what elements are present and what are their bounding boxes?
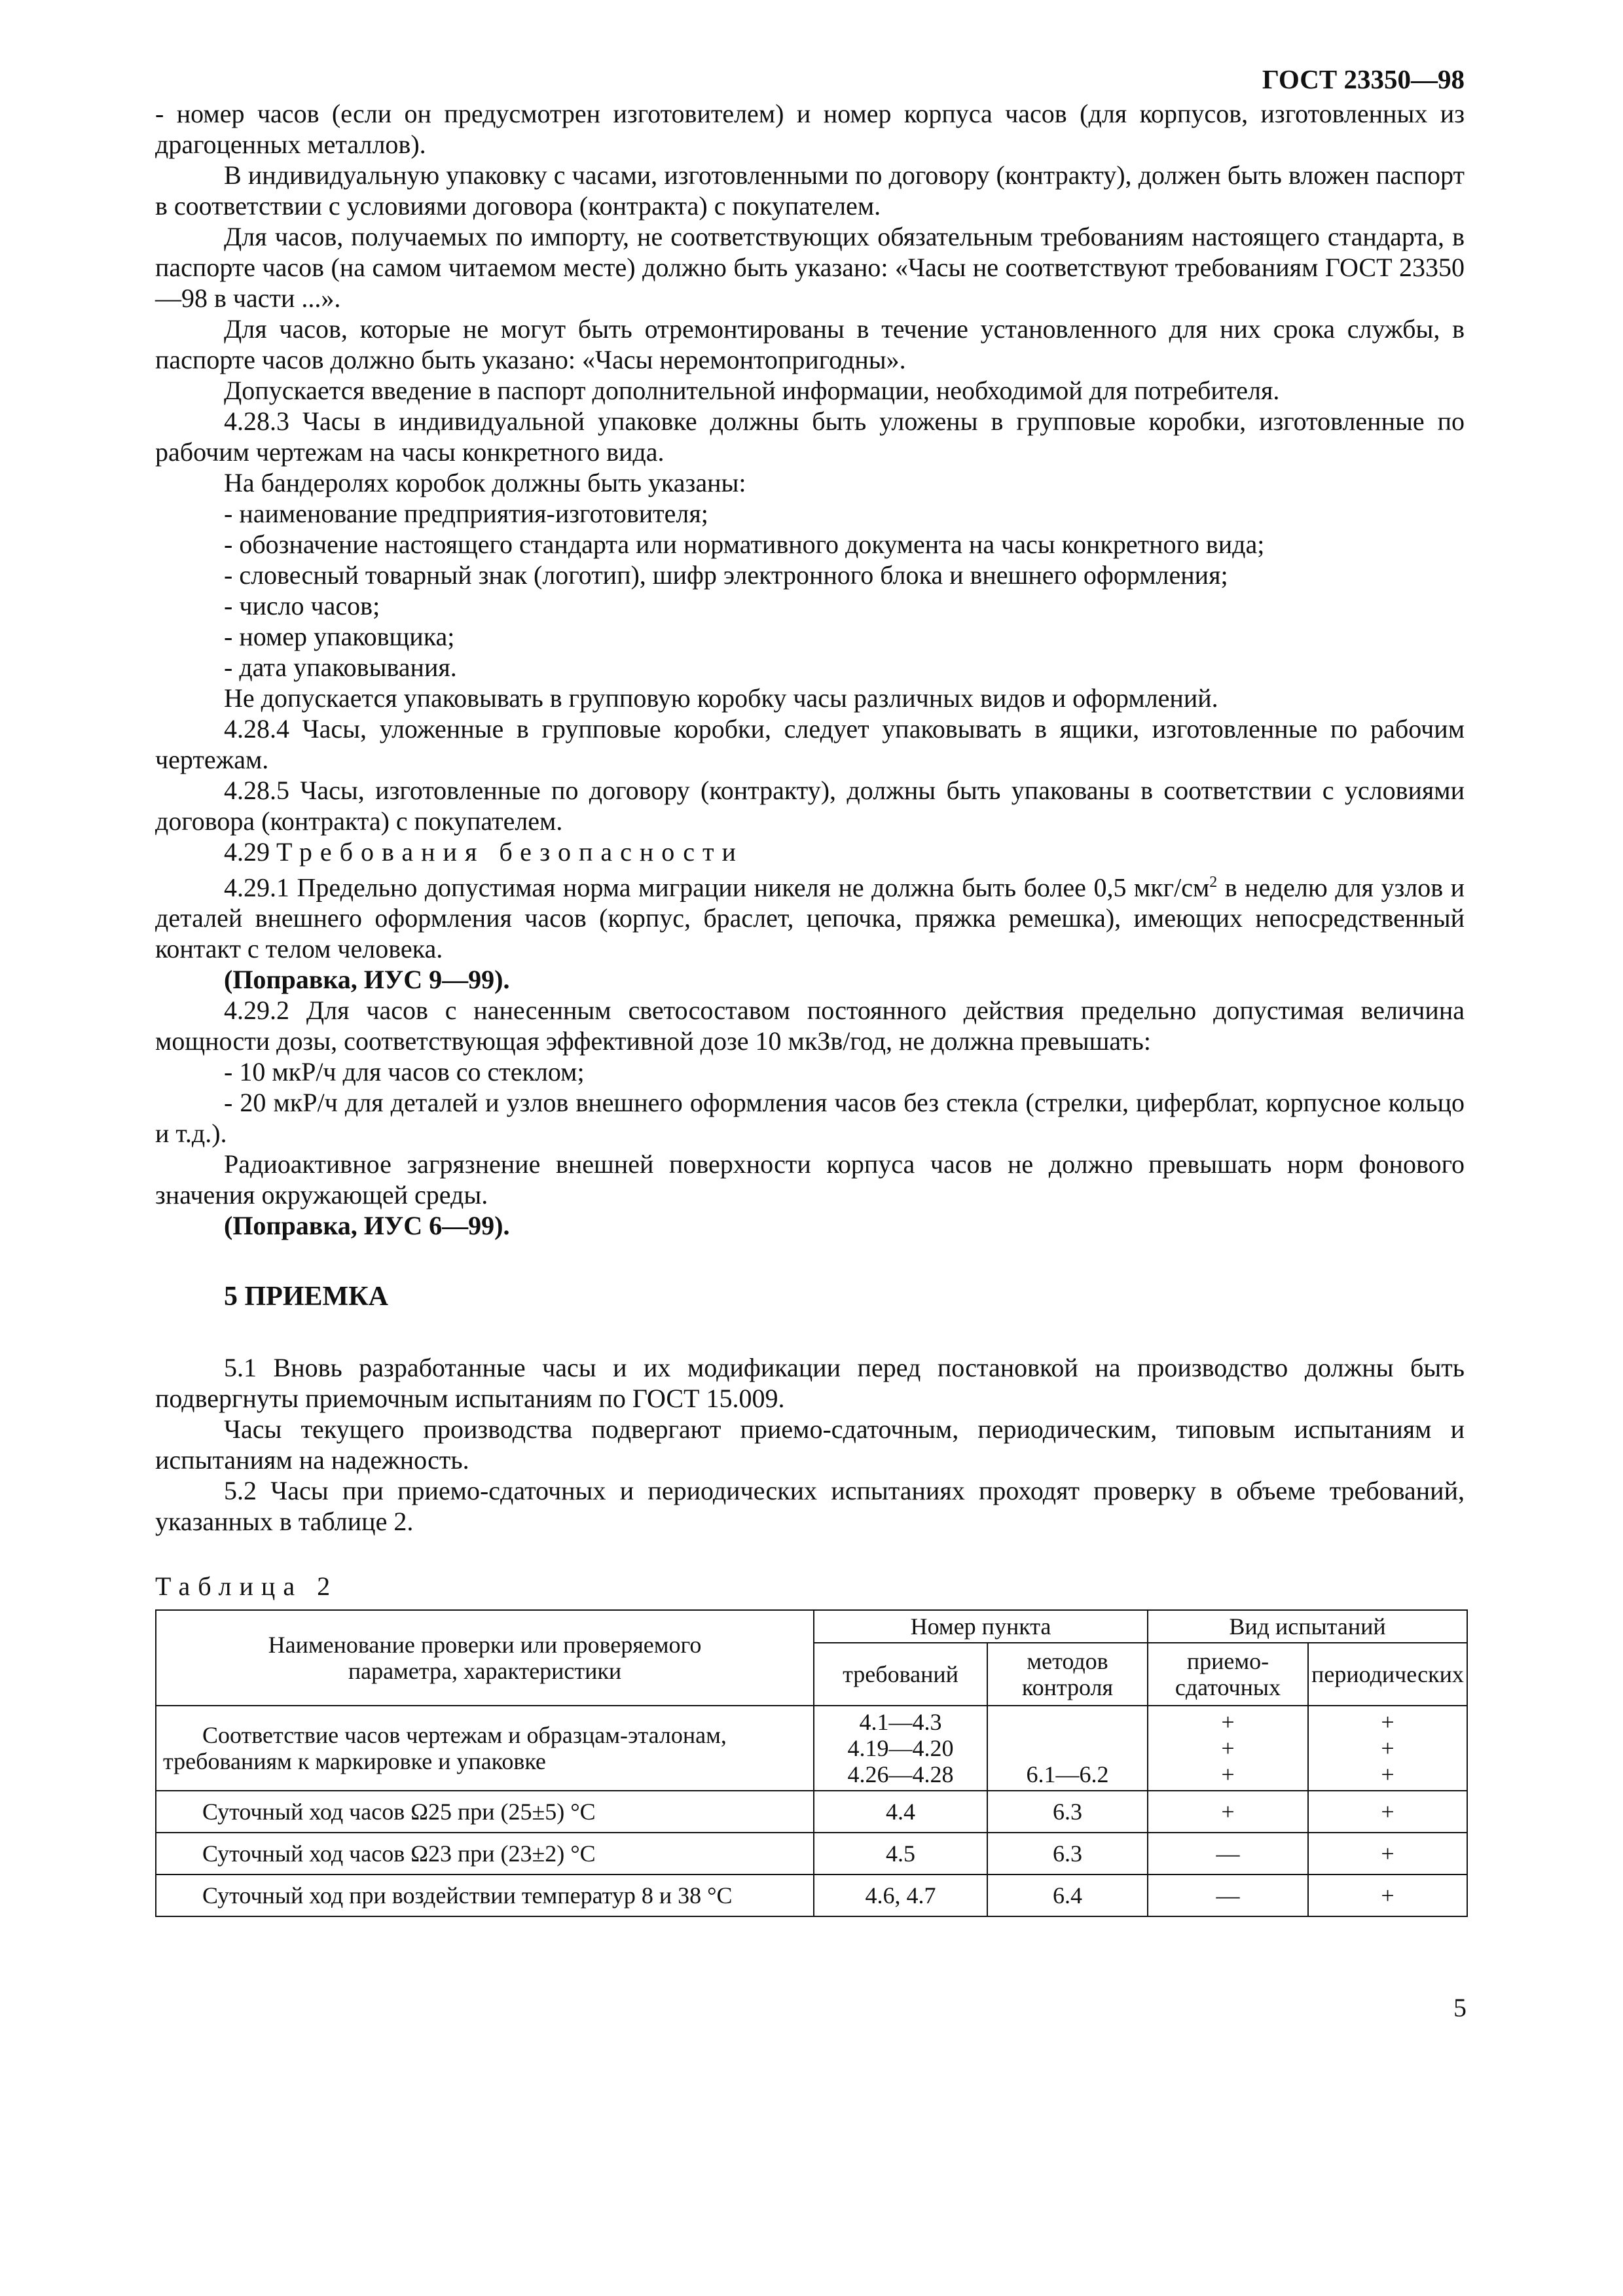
cell-per: +: [1308, 1833, 1467, 1874]
superscript: 2: [1209, 874, 1218, 891]
list-item: - дата упаковывания.: [224, 653, 457, 682]
table-caption: Таблица 2: [155, 1571, 338, 1602]
table-row: [156, 1874, 1467, 1916]
cell-acc: [1148, 1706, 1308, 1791]
list-item: - словесный товарный знак (логотип), шифр электронного блока и внешнего оформления;: [224, 560, 1228, 590]
paragraph: Радиоактивное загрязнение внешней поверхности корпуса часов не должно превышать норм фонового значения окружающей среды.: [155, 1149, 1465, 1210]
cell-name: [156, 1874, 814, 1916]
paragraph: В индивидуальную упаковку с часами, изготовленными по договору (контракту), должен быть вложен паспорт в соответствии с условиями договора (контракта) с покупателем.: [155, 160, 1465, 221]
page-number: 5: [1453, 1993, 1467, 2022]
clause-4-29-1: [155, 867, 1465, 964]
cell-meth: 6.3: [987, 1833, 1148, 1874]
cell-per: +: [1308, 1874, 1467, 1916]
list-item: - наименование предприятия-изготовителя;: [224, 499, 708, 528]
cell-text: Соответствие часов чертежам и образцам-эталонам, требованиям к маркировке и упаковке: [163, 1722, 727, 1775]
clause-4-28-4: 4.28.4 Часы, уложенные в групповые коробки, следует упаковывать в ящики, изготовленные по рабочим чертежам.: [155, 714, 1465, 774]
cell-text: +: [1381, 1761, 1395, 1788]
clause-text: 4.29.1 Предельно допустимая норма миграции никеля не должна быть более 0,5 мкг/см: [224, 872, 1210, 903]
document-page: [155, 63, 1465, 1917]
cell-name: [156, 1833, 814, 1874]
header-item-no: Номер пункта: [814, 1610, 1148, 1643]
cell-text: +: [1221, 1761, 1235, 1788]
header-methods: методов контроля: [987, 1643, 1148, 1706]
paragraph: Часы текущего производства подвергают приемо-сдаточным, периодическим, типовым испытаниям и испытаниям на надежность.: [155, 1414, 1465, 1475]
clause-number: 4.29: [224, 837, 270, 867]
cell-req: 4.5: [814, 1833, 987, 1874]
cell-meth: 6.4: [987, 1874, 1148, 1916]
cell-req: 4.4: [814, 1791, 987, 1833]
cell-name: [156, 1706, 814, 1791]
paragraph: Для часов, которые не могут быть отремонтированы в течение установленного для них срока службы, в паспорте часов должно быть указано: «Часы неремонтопригодны».: [155, 314, 1465, 374]
clause-4-29-2: 4.29.2 Для часов с нанесенным светосоставом постоянного действия предельно допустимая величина мощности дозы, соответствующая эффективной дозе 10 мкЗв/год, не должна превышать:: [155, 996, 1465, 1056]
cell-acc: —: [1148, 1874, 1308, 1916]
paragraph: Для часов, получаемых по импорту, не соответствующих обязательным требованиям настоящего стандарта, в паспорте часов (на самом читаемом месте) должно быть указано: «Часы не соответствуют требованиям ГОСТ 23350—98 в части ...».: [155, 222, 1465, 313]
clause-5-2: 5.2 Часы при приемо-сдаточных и периодических испытаниях проходят проверку в объеме требований, указанных в таблице 2.: [155, 1476, 1465, 1537]
cell-text: +: [1221, 1735, 1235, 1762]
header-name: Наименование проверки или проверяемого параметра, характеристики: [156, 1610, 814, 1706]
clause-5-1: 5.1 Вновь разработанные часы и их модификации перед постановкой на производство должны быть подвергнуты приемочным испытаниям по ГОСТ 15.009.: [155, 1353, 1465, 1414]
table-row: [156, 1833, 1467, 1874]
cell-acc: —: [1148, 1833, 1308, 1874]
amendment-note: (Поправка, ИУС 6—99).: [224, 1211, 510, 1241]
clause-4-28-3: 4.28.3 Часы в индивидуальной упаковке должны быть уложены в групповые коробки, изготовленные по рабочим чертежам на часы конкретного вида.: [155, 406, 1465, 467]
cell-text: Суточный ход часов Ω25 при (25±5) °С: [202, 1799, 596, 1825]
paragraph: Не допускается упаковывать в групповую коробку часы различных видов и оформлений.: [224, 683, 1218, 713]
paragraph: - номер часов (если он предусмотрен изготовителем) и номер корпуса часов (для корпусов, изготовленных из драгоценных металлов).: [155, 99, 1465, 159]
cell-meth: 6.3: [987, 1791, 1148, 1833]
header-acceptance: приемо-сдаточных: [1148, 1643, 1308, 1706]
amendment-note: (Поправка, ИУС 9—99).: [224, 965, 510, 995]
list-item: - номер упаковщика;: [224, 622, 455, 651]
paragraph: Допускается введение в паспорт дополнительной информации, необходимой для потребителя.: [224, 376, 1280, 405]
cell-text: 6.1—6.2: [1026, 1761, 1109, 1788]
cell-per: +: [1308, 1791, 1467, 1833]
table-header-row: [156, 1610, 1467, 1643]
cell-req: 4.6, 4.7: [814, 1874, 987, 1916]
cell-text: 4.26—4.28: [847, 1761, 954, 1788]
list-item: - 20 мкР/ч для деталей и узлов внешнего оформления часов без стекла (стрелки, циферблат, корпусное кольцо и т.д.).: [155, 1088, 1465, 1149]
list-item: - обозначение настоящего стандарта или нормативного документа на часы конкретного вида;: [224, 529, 1265, 559]
list-item: - 10 мкР/ч для часов со стеклом;: [224, 1057, 585, 1087]
document-body: [155, 98, 1465, 1537]
table-2: [155, 1609, 1468, 1917]
clause-text: в неделю для узлов и деталей внешнего оформления часов (корпус, браслет, цепочка, пряжка ремешка), имеющих непосредственный контакт с телом человека.: [155, 872, 1465, 964]
cell-text: 4.19—4.20: [847, 1735, 954, 1762]
clause-4-29-heading: [155, 836, 1465, 867]
section-heading: 5 ПРИЕМКА: [224, 1282, 388, 1312]
header-periodic: периодических: [1308, 1643, 1467, 1706]
cell-per: [1308, 1706, 1467, 1791]
list-item: - число часов;: [224, 591, 380, 620]
cell-text: Суточный ход часов Ω23 при (23±2) °С: [202, 1840, 596, 1867]
cell-name: [156, 1791, 814, 1833]
cell-text: +: [1381, 1709, 1395, 1736]
cell-meth: [987, 1706, 1148, 1791]
header-requirements: требований: [814, 1643, 987, 1706]
cell-acc: +: [1148, 1791, 1308, 1833]
document-header: ГОСТ 23350—98: [1262, 64, 1465, 94]
header-test-type: Вид испытаний: [1148, 1610, 1467, 1643]
table-row: [156, 1791, 1467, 1833]
cell-text: +: [1221, 1709, 1235, 1736]
clause-4-28-5: 4.28.5 Часы, изготовленные по договору (контракту), должны быть упакованы в соответствии с условиями договора (контракта) с покупателем.: [155, 776, 1465, 836]
cell-text: +: [1381, 1735, 1395, 1762]
cell-text: 4.1—4.3: [859, 1709, 942, 1736]
cell-text: Суточный ход при воздействии температур 8 и 38 °С: [202, 1882, 733, 1909]
cell-req: [814, 1706, 987, 1791]
table-row: [156, 1706, 1467, 1791]
clause-title: Требования безопасности: [276, 837, 744, 867]
paragraph: На бандеролях коробок должны быть указаны:: [224, 468, 746, 497]
